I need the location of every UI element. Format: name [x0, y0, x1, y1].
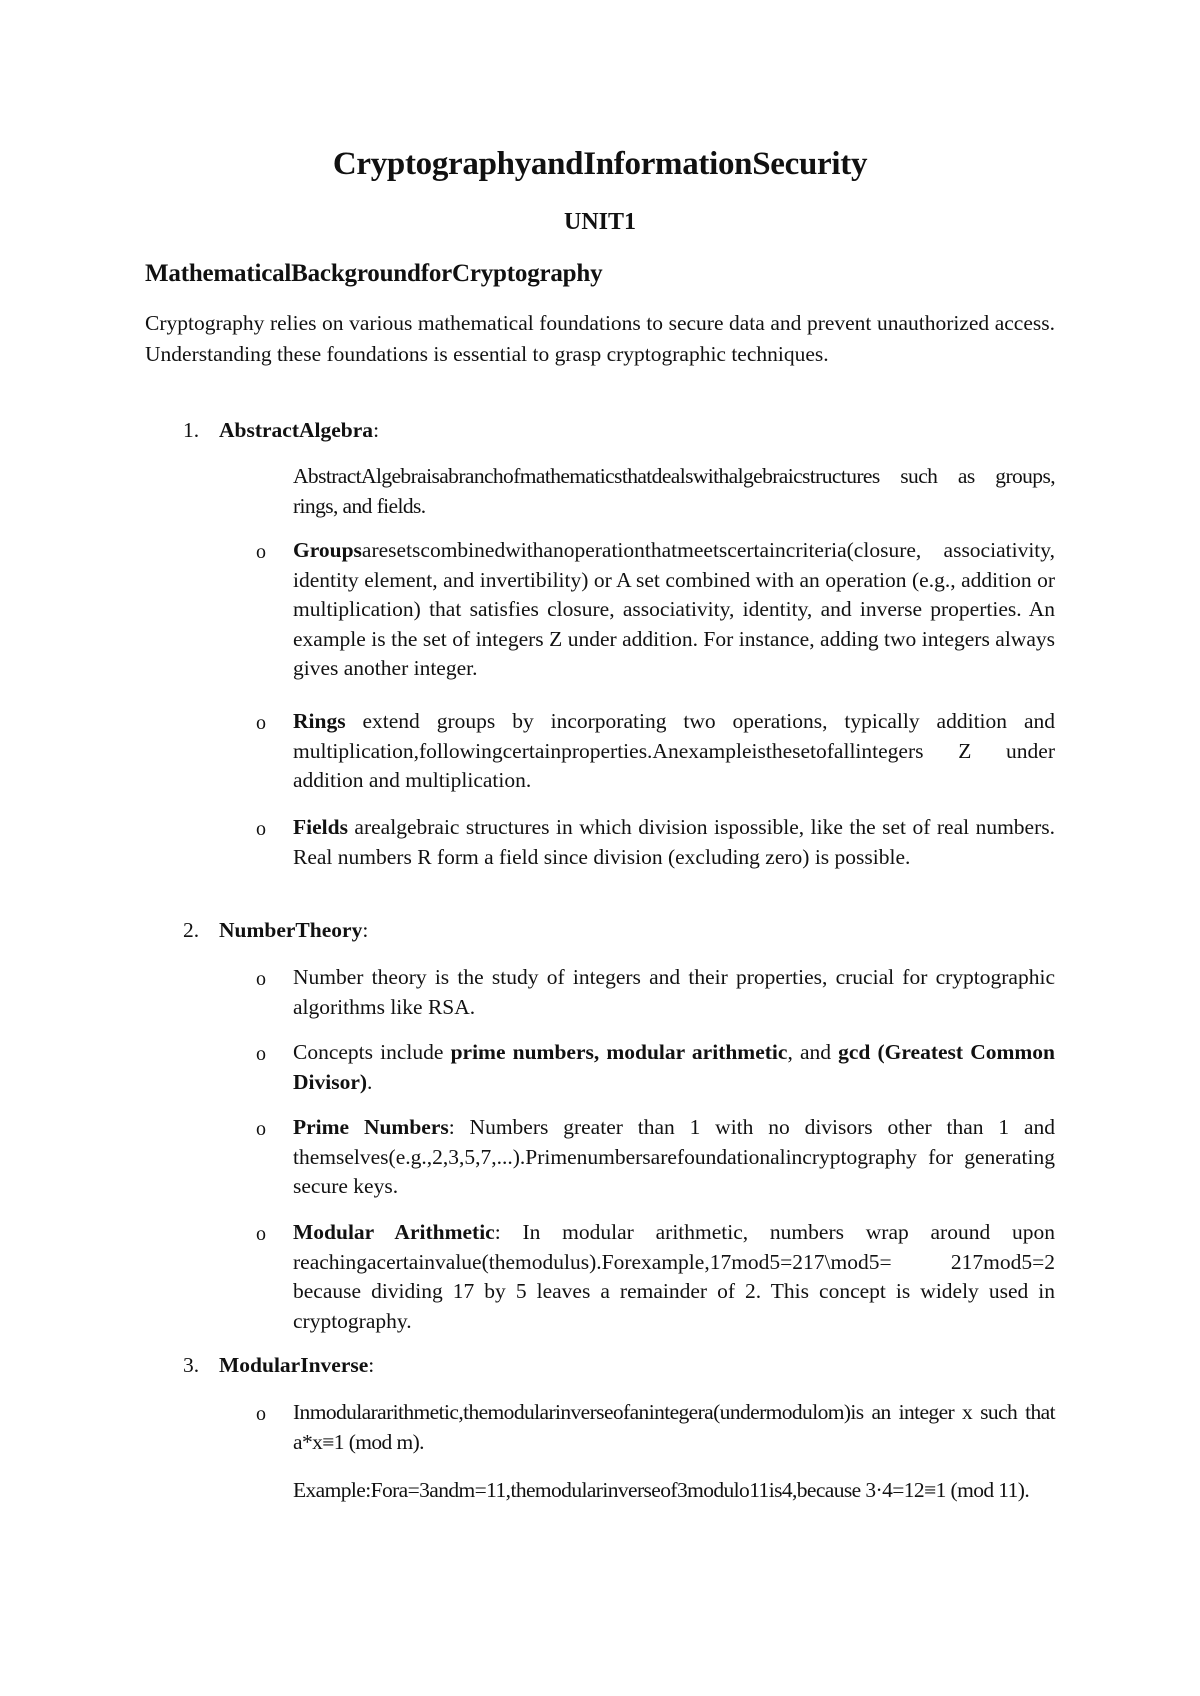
numbered-item-number-theory: [183, 918, 368, 943]
prime-numbers-text: : Numbers greater than 1 with no divisors other than 1 and themselves(e.g.,2,3,5,7,...).Primenumbersarefoundationalincryptography for generating secure keys.: [293, 1115, 1056, 1198]
document-title: CryptographyandInformationSecurity: [332, 146, 868, 182]
item-label-suffix: :: [362, 918, 369, 942]
item-number: 3.: [183, 1353, 200, 1377]
rings-paragraph: [293, 707, 1055, 796]
intro-paragraph: Cryptography relies on various mathematical foundations to secure data and prevent unauthorized access. Understanding these foundations is essential to grasp cryptographic techniques.: [145, 311, 1055, 366]
bullet-marker: o: [256, 541, 266, 563]
concepts-mid: , and: [787, 1040, 839, 1064]
concepts-bold-gcd: gcd (Greatest Common Divisor): [293, 1040, 1055, 1094]
concepts-pre: Concepts include: [293, 1040, 451, 1064]
item-label-suffix: :: [373, 418, 380, 442]
modular-arithmetic-term: Modular Arithmetic: [293, 1220, 495, 1244]
prime-numbers-paragraph: [293, 1113, 1055, 1202]
item-number: 2.: [183, 918, 200, 942]
unit-heading: UNIT1: [563, 209, 636, 235]
rings-term: Rings: [293, 709, 346, 733]
rings-text: extend groups by incorporating two operations, typically addition and multiplication,followingcertainproperties.Anexampleisthesetofallintegers Z under addition and multiplication.: [293, 709, 1055, 792]
number-theory-paragraph: Number theory is the study of integers and their properties, crucial for cryptographic algorithms like RSA.: [293, 965, 1055, 1019]
concepts-paragraph: [293, 1038, 1055, 1097]
bullet-marker: o: [256, 1223, 266, 1245]
item-label-suffix: :: [368, 1353, 375, 1377]
bullet-marker: o: [256, 968, 266, 990]
item-label: ModularInverse: [219, 1353, 369, 1377]
numbered-item-abstract-algebra: [183, 418, 379, 443]
groups-term: Groups: [293, 538, 362, 562]
modular-inverse-paragraph: Inmodulararithmetic,themodularinverseofanintegera(undermodulom)is an integer x such that a*x≡1 (mod m).: [293, 1400, 1055, 1454]
groups-text: aresetscombinedwithanoperationthatmeetscertaincriteria(closure, associativity, identity element, and invertibility) or A set combined with an operation (e.g., addition or multiplication) that satisfies closure, associativity, identity, and inverse properties. An example is the set of integers Z under addition. For instance, adding two integers always gives another integer.: [293, 538, 1055, 680]
bullet-marker: o: [256, 1043, 266, 1065]
concepts-bold-primes: prime numbers, modular arithmetic: [450, 1040, 788, 1064]
concepts-post: .: [367, 1069, 373, 1094]
item-label: NumberTheory: [219, 918, 363, 942]
modular-arithmetic-text: : In modular arithmetic, numbers wrap around upon reachingacertainvalue(themodulus).Forexample,17mod5=217\mod5= 217mod5=2 because dividing 17 by 5 leaves a remainder of 2. This concept is widely used in cryptography.: [293, 1220, 1056, 1333]
abstract-algebra-description: AbstractAlgebraisabranchofmathematicsthatdealswithalgebraicstructures such as groups, rings, and fields.: [293, 464, 1055, 518]
item-number: 1.: [183, 418, 200, 442]
section-heading: MathematicalBackgroundforCryptography: [145, 260, 603, 287]
prime-numbers-term: Prime Numbers: [293, 1115, 449, 1139]
numbered-item-modular-inverse: [183, 1353, 374, 1378]
bullet-marker: o: [256, 818, 266, 840]
bullet-marker: o: [256, 1118, 266, 1140]
groups-paragraph: [293, 536, 1055, 684]
item-label: AbstractAlgebra: [219, 418, 374, 442]
bullet-marker: o: [256, 1403, 266, 1425]
modular-inverse-example: Example:Fora=3andm=11,themodularinverseof3modulo11is4,because 3·4=12≡1 (mod 11).: [293, 1478, 1030, 1502]
modular-arithmetic-paragraph: [293, 1218, 1055, 1336]
fields-paragraph: [293, 813, 1055, 872]
fields-text: arealgebraic structures in which division ispossible, like the set of real numbers. Real numbers R form a field since division (excluding zero) is possible.: [293, 815, 1055, 869]
fields-term: Fields: [293, 815, 348, 839]
bullet-marker: o: [256, 712, 266, 734]
